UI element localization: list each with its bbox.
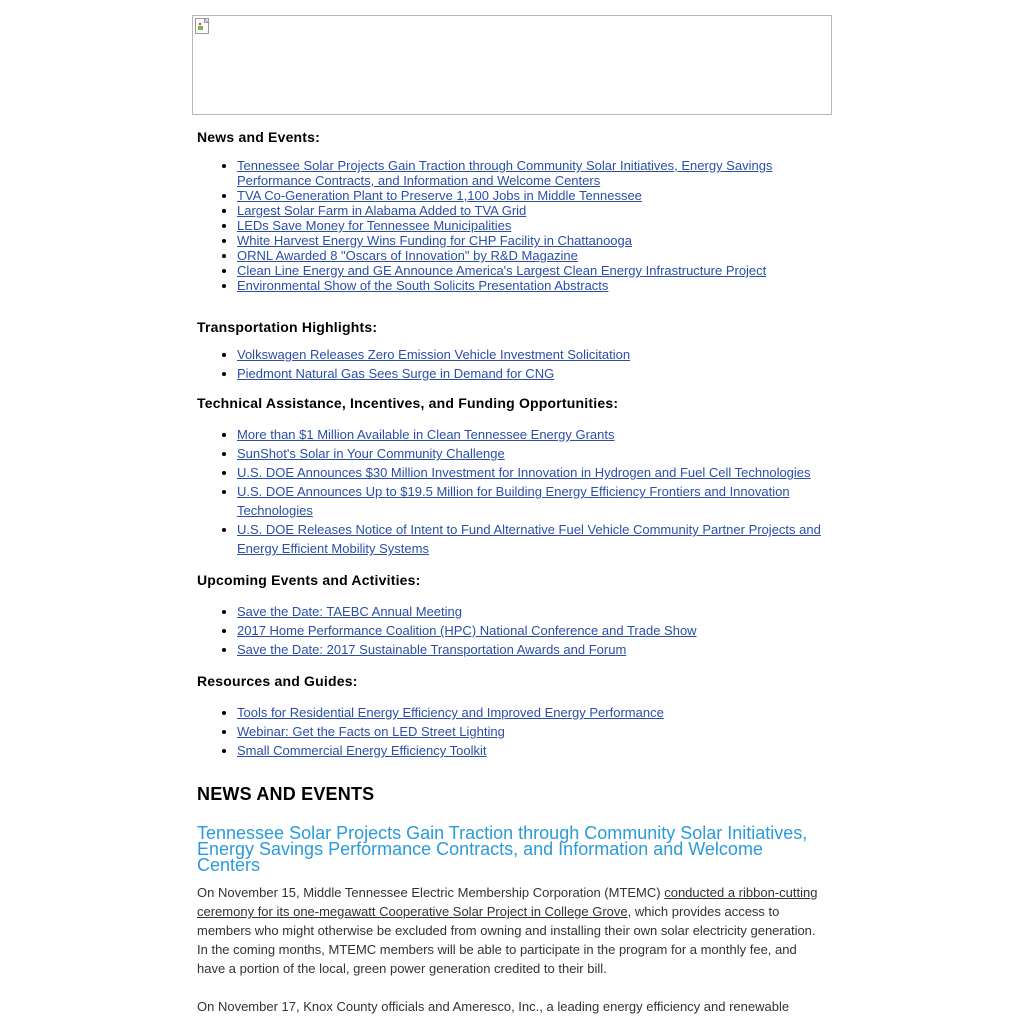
list-item [237, 722, 822, 741]
list-item [237, 248, 822, 263]
list-item [237, 263, 822, 278]
broken-image-icon [195, 18, 211, 34]
list-item [237, 218, 822, 233]
section-title-upcoming: Upcoming Events and Activities: [197, 572, 421, 588]
funding-link[interactable]: U.S. DOE Releases Notice of Intent to Fund Alternative Fuel Vehicle Community Partner Projects and Energy Efficient Mobility Systems [237, 522, 821, 556]
resource-link[interactable]: Small Commercial Energy Efficiency Toolkit [237, 743, 487, 758]
list-item [237, 278, 822, 293]
list-item [237, 345, 822, 364]
transportation-list [197, 345, 822, 383]
section-title-news: News and Events: [197, 129, 321, 145]
resource-link[interactable]: Webinar: Get the Facts on LED Street Lighting [237, 724, 505, 739]
list-item [237, 233, 822, 248]
paragraph-text: On November 15, Middle Tennessee Electric Membership Corporation (MTEMC) [197, 885, 665, 900]
funding-link[interactable]: SunShot's Solar in Your Community Challenge [237, 446, 505, 461]
list-item [237, 364, 822, 383]
article-paragraph: On November 17, Knox County officials and Ameresco, Inc., a leading energy efficiency and renewable [197, 999, 790, 1014]
news-link[interactable]: Tennessee Solar Projects Gain Traction through Community Solar Initiatives, Energy Savings Performance Contracts, and Information and Welcome Centers [237, 158, 773, 188]
list-item [237, 703, 822, 722]
list-item [237, 203, 822, 218]
news-link[interactable]: Environmental Show of the South Solicits Presentation Abstracts [237, 278, 609, 293]
news-link[interactable]: LEDs Save Money for Tennessee Municipalities [237, 218, 512, 233]
news-link[interactable]: Clean Line Energy and GE Announce America's Largest Clean Energy Infrastructure Project [237, 263, 767, 278]
section-title-technical: Technical Assistance, Incentives, and Funding Opportunities: [197, 395, 619, 411]
event-link[interactable]: 2017 Home Performance Coalition (HPC) National Conference and Trade Show [237, 623, 697, 638]
section-title-resources: Resources and Guides: [197, 673, 358, 689]
list-item [237, 520, 822, 558]
paragraph-text: , which provides access to members who might otherwise be excluded from owning and installing their own solar electricity generation. In the coming months, MTEMC members will be able to participate in the program for a monthly fee, and have a portion of the local, green power generation credited to their bill. [197, 904, 816, 976]
news-link[interactable]: White Harvest Energy Wins Funding for CHP Facility in Chattanooga [237, 233, 632, 248]
list-item [237, 741, 822, 760]
list-item [237, 444, 822, 463]
resource-link[interactable]: Tools for Residential Energy Efficiency and Improved Energy Performance [237, 705, 664, 720]
event-link[interactable]: Save the Date: 2017 Sustainable Transportation Awards and Forum [237, 642, 627, 657]
list-item [237, 158, 822, 188]
list-item [237, 602, 822, 621]
upcoming-list [197, 602, 822, 659]
technical-list [197, 425, 822, 558]
newsletter-container [192, 15, 832, 1016]
list-item [237, 425, 822, 444]
article-title: Tennessee Solar Projects Gain Traction through Community Solar Initiatives, Energy Savings Performance Contracts, and Information and Welcome Centers [197, 823, 808, 875]
transportation-link[interactable]: Volkswagen Releases Zero Emission Vehicle Investment Solicitation [237, 347, 631, 362]
list-item [237, 463, 822, 482]
news-link[interactable]: Largest Solar Farm in Alabama Added to TVA Grid [237, 203, 527, 218]
news-link[interactable]: TVA Co-Generation Plant to Preserve 1,100 Jobs in Middle Tennessee [237, 188, 642, 203]
funding-link[interactable]: U.S. DOE Announces Up to $19.5 Million for Building Energy Efficiency Frontiers and Innovation Technologies [237, 484, 790, 518]
news-list [197, 158, 822, 293]
funding-link[interactable]: More than $1 Million Available in Clean Tennessee Energy Grants [237, 427, 615, 442]
funding-link[interactable]: U.S. DOE Announces $30 Million Investment for Innovation in Hydrogen and Fuel Cell Technologies [237, 465, 811, 480]
event-link[interactable]: Save the Date: TAEBC Annual Meeting [237, 604, 462, 619]
resources-list [197, 703, 822, 760]
section-title-transportation: Transportation Highlights: [197, 319, 378, 335]
banner-image [192, 15, 832, 115]
list-item [237, 188, 822, 203]
list-item [237, 640, 822, 659]
news-link[interactable]: ORNL Awarded 8 "Oscars of Innovation" by R&D Magazine [237, 248, 578, 263]
ribbon-cutting-link[interactable]: conducted a ribbon-cutting ceremony for its one-megawatt Cooperative Solar Project in College Grove [197, 885, 818, 919]
list-item [237, 621, 822, 640]
main-heading: NEWS AND EVENTS [197, 784, 375, 804]
transportation-link[interactable]: Piedmont Natural Gas Sees Surge in Demand for CNG [237, 366, 555, 381]
article-paragraph [197, 883, 822, 978]
list-item [237, 482, 822, 520]
